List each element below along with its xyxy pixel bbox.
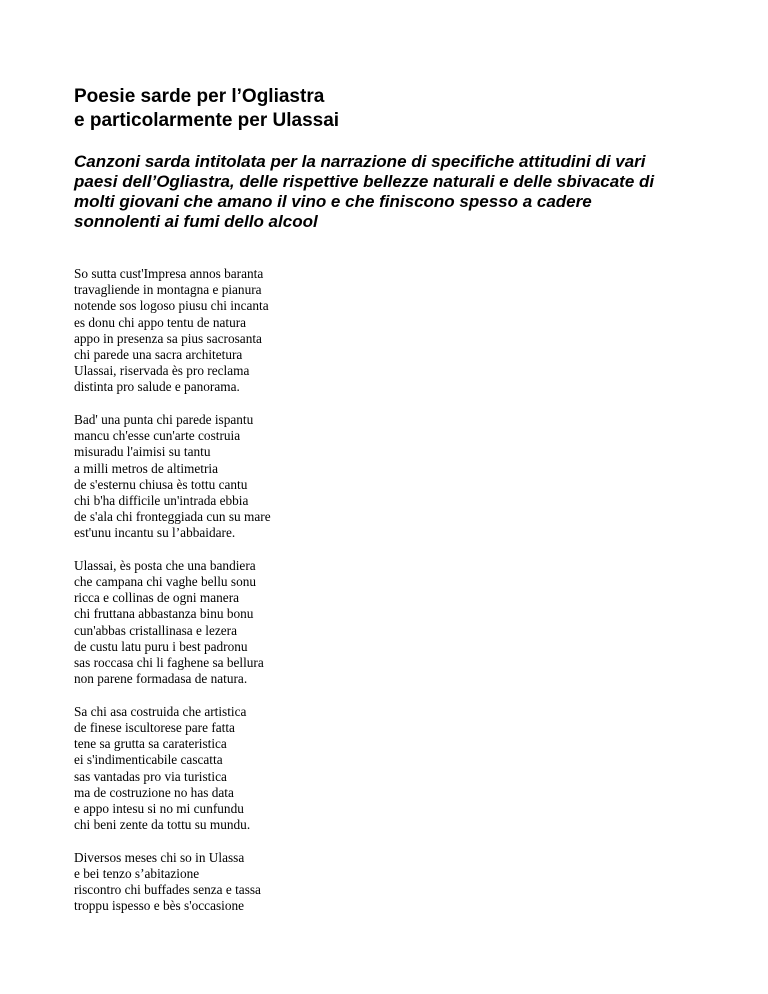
- verse-line: sas roccasa chi li faghene sa bellura: [74, 655, 264, 671]
- verse-line: Diversos meses chi so in Ulassa: [74, 849, 245, 865]
- verse-line: ricca e collinas de ogni manera: [74, 590, 240, 606]
- verse-line: Sa chi asa costruida che artistica: [74, 703, 247, 719]
- verse-line: distinta pro salude e panorama.: [74, 379, 240, 395]
- subtitle-line: paesi dell’Ogliastra, delle rispettive bellezze naturali e delle sbivacate di: [74, 172, 655, 191]
- verse-line: e bei tenzo s’abitazione: [74, 865, 200, 881]
- verse-line: cun'abbas cristallinasa e lezera: [74, 622, 237, 638]
- verse-line: a milli metros de altimetria: [74, 460, 219, 476]
- verse-line: non parene formadasa de natura.: [74, 671, 248, 687]
- subtitle-line: sonnolenti ai fumi dello alcool: [74, 212, 318, 231]
- verse-line: de finese iscultorese pare fatta: [74, 719, 235, 735]
- verse-line: chi b'ha difficile un'intrada ebbia: [74, 492, 249, 508]
- verse-line: Bad' una punta chi parede ispantu: [74, 411, 254, 427]
- document-title: [74, 85, 714, 133]
- verse-line: So sutta cust'Impresa annos baranta: [74, 266, 264, 281]
- verse-line: misuradu l'aimisi su tantu: [74, 444, 211, 460]
- poem-body: [74, 266, 474, 931]
- verse-line: che campana chi vaghe bellu sonu: [74, 574, 257, 590]
- stanza-1: [74, 266, 474, 396]
- title-line-1: Poesie sarde per l’Ogliastra: [74, 86, 325, 107]
- document-subtitle: [74, 152, 734, 232]
- verse-line: chi beni zente da tottu su mundu.: [74, 817, 251, 833]
- subtitle-line: Canzoni sarda intitolata per la narrazione di specifiche attitudini di vari: [74, 152, 646, 171]
- verse-line: sas vantadas pro via turistica: [74, 768, 227, 784]
- verse-line: tene sa grutta sa carateristica: [74, 736, 227, 752]
- stanza-2: [74, 412, 474, 542]
- verse-line: riscontro chi buffades senza e tassa: [74, 882, 261, 898]
- verse-line: chi fruttana abbastanza binu bonu: [74, 606, 254, 622]
- verse-line: de s'esternu chiusa ès tottu cantu: [74, 476, 248, 492]
- stanza-4: [74, 704, 474, 834]
- verse-line: appo in presenza sa pius sacrosanta: [74, 330, 262, 346]
- verse-line: ei s'indimenticabile cascatta: [74, 752, 223, 768]
- subtitle-line: molti giovani che amano il vino e che finiscono spesso a cadere: [74, 192, 592, 211]
- verse-line: de s'ala chi fronteggiada cun su mare: [74, 509, 271, 525]
- verse-line: Ulassai, riservada ès pro reclama: [74, 363, 250, 379]
- verse-line: notende sos logoso piusu chi incanta: [74, 298, 269, 314]
- verse-line: mancu ch'esse cun'arte costruia: [74, 428, 241, 444]
- stanza-5: [74, 850, 474, 915]
- verse-line: ma de costruzione no has data: [74, 784, 234, 800]
- verse-line: est'unu incantu su l’abbaidare.: [74, 525, 236, 541]
- verse-line: travagliende in montagna e pianura: [74, 282, 262, 298]
- verse-line: Ulassai, ès posta che una bandiera: [74, 557, 256, 573]
- verse-line: de custu latu puru i best padronu: [74, 638, 248, 654]
- verse-line: troppu ispesso e bès s'occasione: [74, 898, 245, 914]
- verse-line: es donu chi appo tentu de natura: [74, 314, 247, 330]
- title-line-2: e particolarmente per Ulassai: [74, 110, 340, 131]
- verse-line: chi parede una sacra architetura: [74, 347, 243, 363]
- verse-line: e appo intesu si no mi cunfundu: [74, 800, 244, 816]
- stanza-3: [74, 558, 474, 688]
